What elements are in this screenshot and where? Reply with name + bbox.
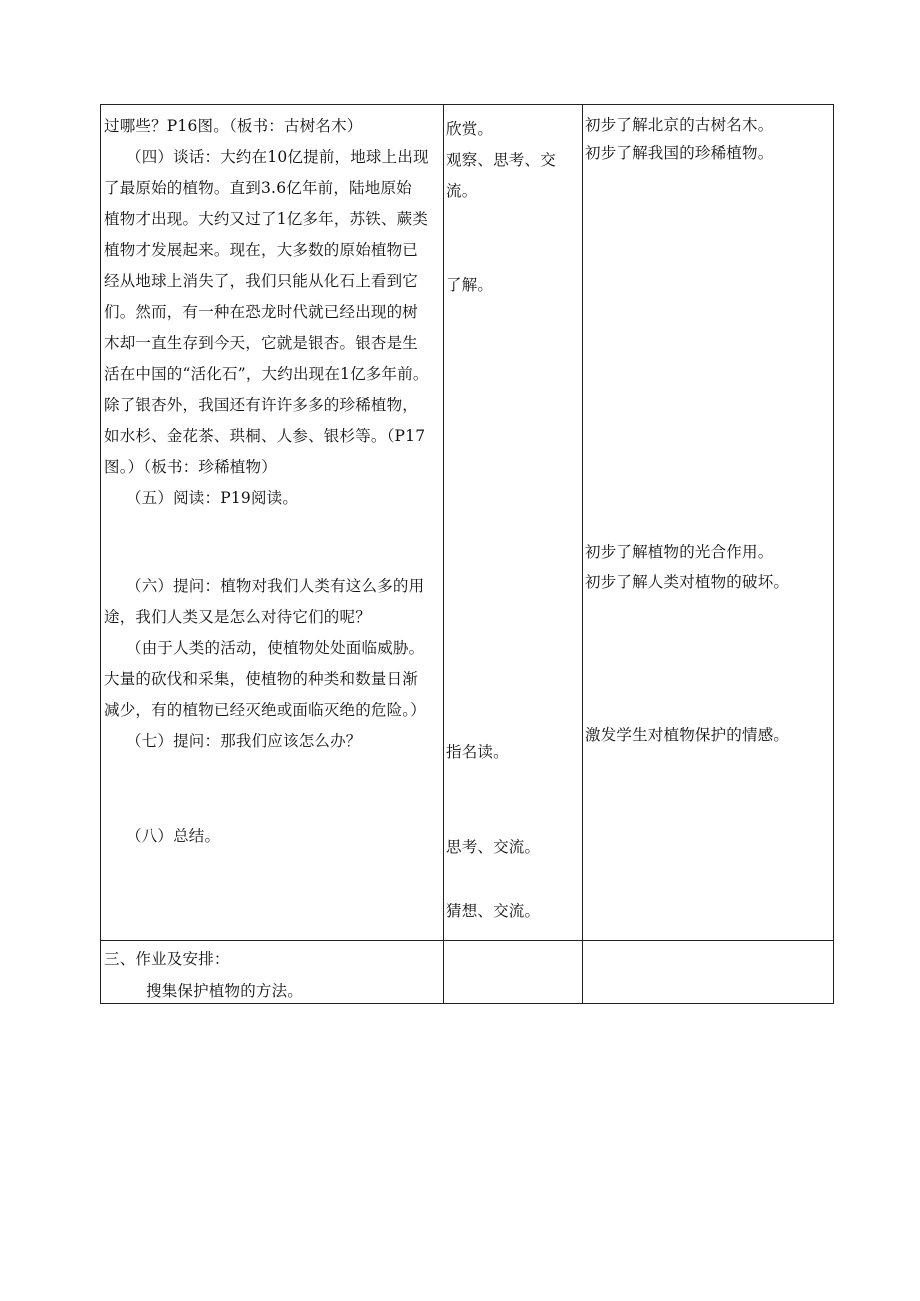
teaching-process-cell: [101, 105, 443, 940]
homework-content: 搜集保护植物的方法。: [146, 982, 304, 1000]
homework-intent-cell: [583, 941, 834, 1003]
process-line: 木却一直生存到今天，它就是银杏。银杏是生: [104, 334, 419, 352]
process-line: 植物才出现。大约又过了1亿多年，苏铁、蕨类: [104, 210, 429, 228]
process-line: 途，我们人类又是怎么对待它们的呢？: [104, 608, 371, 626]
activity-line: 了解。: [446, 276, 494, 294]
lesson-plan-table: [100, 104, 834, 1004]
homework-activity-cell: [444, 941, 582, 1003]
process-line: 经从地球上消失了，我们只能从化石上看到它: [104, 272, 419, 290]
activity-line: 欣赏。: [446, 120, 494, 138]
process-line: （四）谈话：大约在10亿提前，地球上出现: [126, 148, 429, 166]
process-line: 活在中国的“活化石”，大约出现在1亿多年前。: [104, 365, 429, 383]
activity-line: 指名读。: [446, 743, 509, 761]
process-line: 图。）（板书：珍稀植物）: [104, 458, 277, 476]
activity-line: 流。: [446, 182, 478, 200]
intent-line: 初步了解北京的古树名木。: [585, 116, 774, 134]
process-line: （八）总结。: [126, 827, 221, 845]
process-line: 大量的砍伐和采集，使植物的种类和数量日渐: [104, 670, 419, 688]
activity-line: 思考、交流。: [446, 838, 541, 856]
process-line: 除了银杏外，我国还有许许多多的珍稀植物，: [104, 396, 419, 414]
process-line: 如水杉、金花茶、珙桐、人参、银杉等。（P17: [104, 427, 426, 445]
process-line: 了最原始的植物。直到3.6亿年前，陆地原始: [104, 179, 412, 197]
homework-cell: [101, 941, 443, 1003]
process-line: 植物才发展起来。现在，大多数的原始植物已: [104, 241, 419, 259]
process-line: （六）提问：植物对我们人类有这么多的用: [126, 577, 425, 595]
process-line: 们。然而，有一种在恐龙时代就已经出现的树: [104, 303, 419, 321]
student-activity-cell: [444, 105, 582, 940]
process-line: 过哪些？P16图。（板书：古树名木）: [104, 117, 363, 135]
process-line: （五）阅读：P19阅读。: [126, 489, 299, 507]
process-line: （由于人类的活动，使植物处处面临威胁。: [126, 639, 425, 657]
process-line: 减少，有的植物已经灭绝或面临灭绝的危险。）: [104, 701, 426, 719]
intent-line: 初步了解植物的光合作用。: [585, 543, 774, 561]
intent-line: 初步了解人类对植物的破坏。: [585, 573, 790, 591]
homework-heading: 三、作业及安排：: [104, 950, 230, 968]
activity-line: 猜想、交流。: [446, 902, 541, 920]
intent-line: 激发学生对植物保护的情感。: [585, 726, 790, 744]
process-line: （七）提问：那我们应该怎么办？: [126, 732, 362, 750]
activity-line: 观察、思考、交: [446, 151, 556, 169]
design-intent-cell: [583, 105, 834, 940]
intent-line: 初步了解我国的珍稀植物。: [585, 144, 774, 162]
